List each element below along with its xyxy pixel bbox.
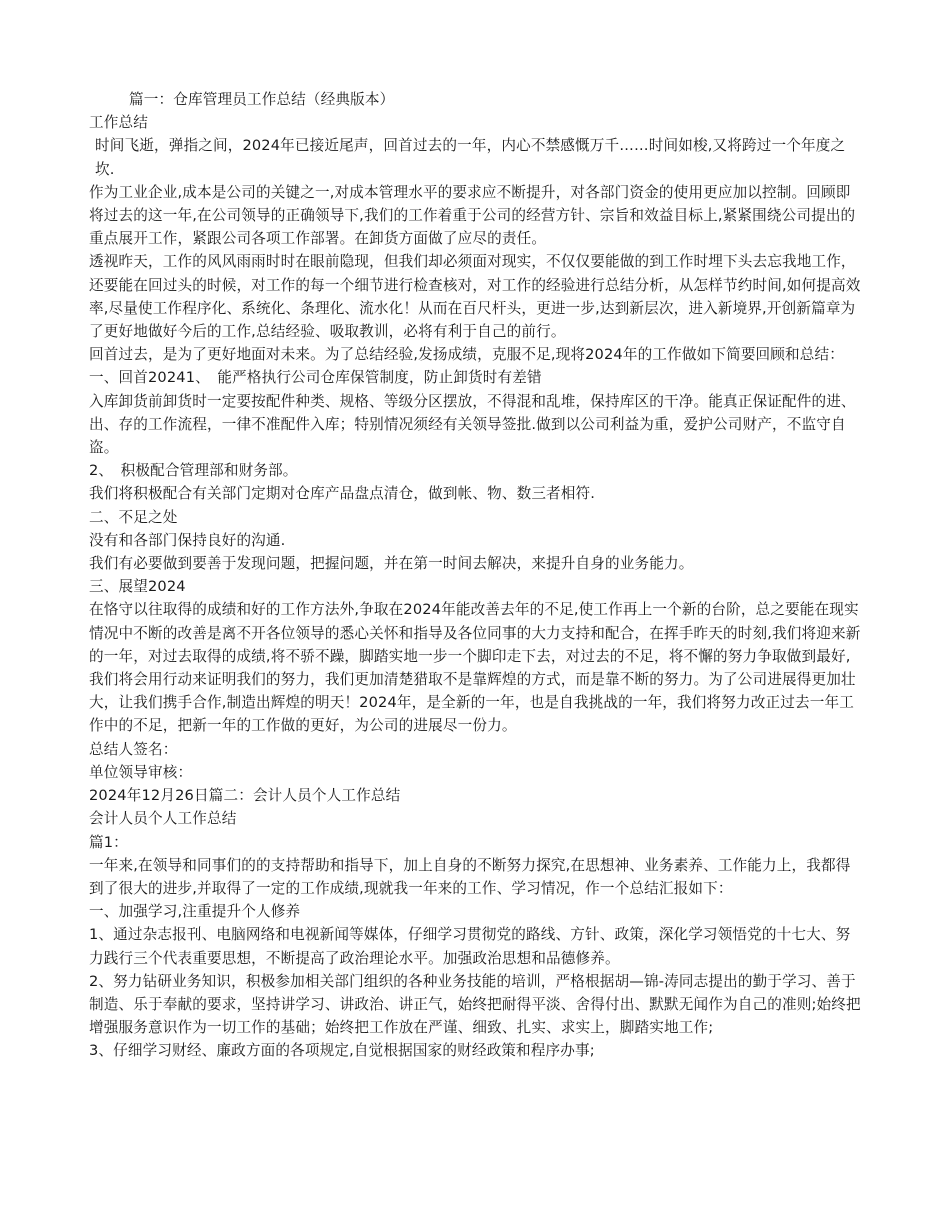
review-label: 单位领导审核： <box>89 763 193 781</box>
paragraph: 透视昨天，工作的风风雨雨时时在眼前隐现，但我们却必须面对现实，不仅仅要能做的到工作时埋下头去忘我地工作，还要能在回过头的时候，对工作的每一个细节进行检查核对，对工作的经验进行总结分析，从怎样节约时间,如何提高效率,尽量使工作程序化、系统化、条理化、流水化！从而在百尺杆头，更进一步,达到新层次，进入新境界,开创新篇章为了更好地做好今后的工作,总结经验、吸取教训，必将有利于自己的前行。 <box>89 253 861 341</box>
paragraph: 我们有必要做到要善于发现问题，把握问题，并在第一时间去解决，来提升自身的业务能力。 <box>89 555 694 573</box>
list-item: 2、努力钻研业务知识，积极参加相关部门组织的各种业务技能的培训，严格根据胡—锦-涛同志提出的勤于学习、善于制造、乐于奉献的要求，坚持讲学习、讲政治、讲正气，始终把耐得平淡、舍得付出、默默无闻作为自己的准则;始终把增强服务意识作为一切工作的基础；始终把工作放在严谨、细致、扎实、求实上，脚踏实地工作; <box>89 972 861 1037</box>
paragraph: 回首过去，是为了更好地面对未来。为了总结经验,发扬成绩，克服不足,现将2024年的工作做如下简要回顾和总结： <box>89 346 845 364</box>
list-item: 2、 积极配合管理部和财务部。 <box>89 462 298 480</box>
date-and-next-title: 2024年12月26日篇二：会计人员个人工作总结 <box>89 787 401 805</box>
paragraph: 我们将积极配合有关部门定期对仓库产品盘点清仓，做到帐、物、数三者相符. <box>89 485 596 503</box>
section-heading: 会计人员个人工作总结 <box>89 810 237 828</box>
section-heading: 二、不足之处 <box>89 508 178 526</box>
list-item: 3、仔细学习财经、廉政方面的各项规定,自觉根据国家的财经政策和程序办事; <box>89 1042 595 1060</box>
section-heading: 篇1： <box>89 833 128 851</box>
paragraph: 作为工业企业,成本是公司的关键之一,对成本管理水平的要求应不断提升，对各部门资金的使用更应加以控制。回顾即将过去的这一年,在公司领导的正确领导下,我们的工作着重于公司的经营方针、宗旨和效益目标上,紧紧围绕公司提出的重点展开工作，紧跟公司各项工作部署。在卸货方面做了应尽的责任。 <box>89 183 856 248</box>
paragraph: 入库卸货前卸货时一定要按配件种类、规格、等级分区摆放，不得混和乱堆，保持库区的干净。能真正保证配件的进、出、存的工作流程，一律不准配件入库；特别情况须经有关领导签批.做到以公司利益为重，爱护公司财产，不监守自盗。 <box>89 392 856 457</box>
paragraph: 时间飞逝，弹指之间，2024年已接近尾声，回首过去的一年，内心不禁感慨万千……时间如梭,又将跨过一个年度之坎. <box>95 137 846 178</box>
document-title: 篇一：仓库管理员工作总结（经典版本） <box>129 91 395 108</box>
section-heading: 一、加强学习,注重提升个人修养 <box>89 903 301 921</box>
paragraph: 没有和各部门保持良好的沟通. <box>89 531 286 549</box>
paragraph: 一年来,在领导和同事们的的支持帮助和指导下，加上自身的不断努力探究,在思想神、业务素养、工作能力上，我都得到了很大的进步,并取得了一定的工作成绩,现就我一年来的工作、学习情况，作一个总结汇报如下： <box>89 856 851 897</box>
section-heading: 三、展望2024 <box>89 578 186 596</box>
paragraph: 在恪守以往取得的成绩和好的工作方法外,争取在2024年能改善去年的不足,使工作再上一个新的台阶，总之要能在现实情况中不断的改善是离不开各位领导的悉心关怀和指导及各位同事的大力支持和配合，在挥手昨天的时刻,我们将迎来新的一年，对过去取得的成绩,将不骄不躁，脚踏实地一步一个脚印走下去，对过去的不足，将不懈的努力争取做到最好,我们将会用行动来证明我们的努力，我们更加清楚猎取不是靠辉煌的方式，而是靠不断的努力。为了公司进展得更加壮大，让我们携手合作,制造出辉煌的明天！2024年，是全新的一年，也是自我挑战的一年，我们将努力改正过去一年工作中的不足，把新一年的工作做的更好，为公司的进展尽一份力。 <box>89 601 861 735</box>
section-heading: 工作总结 <box>89 114 148 132</box>
signature-label: 总结人签名： <box>89 740 178 758</box>
list-item: 1、通过杂志报刊、电脑网络和电视新闻等媒体，仔细学习贯彻党的路线、方针、政策，深化学习领悟党的十七大、努力践行三个代表重要思想，不断提高了政治理论水平。加强政治思想和品德修养。 <box>89 926 851 967</box>
section-heading: 一、回首20241、 能严格执行公司仓库保管制度，防止卸货时有差错 <box>89 369 542 387</box>
document-page <box>89 88 861 1063</box>
